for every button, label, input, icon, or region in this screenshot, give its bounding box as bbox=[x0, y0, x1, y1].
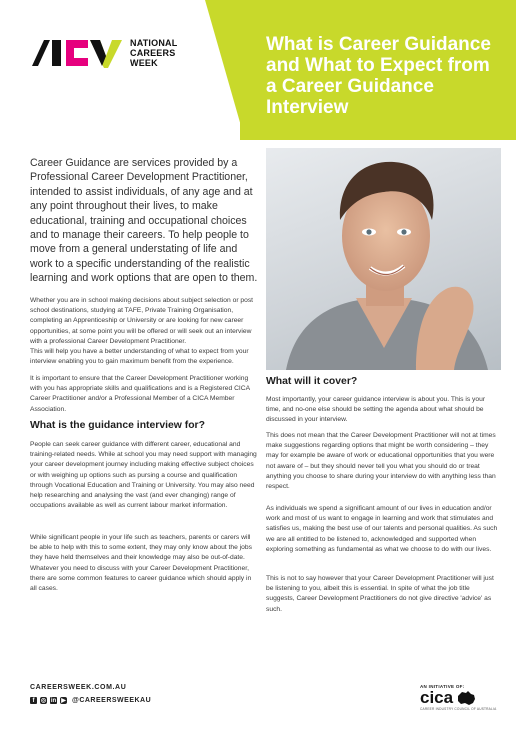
section1-paragraph-1: People can seek career guidance with different career, educational and training-related needs. While at school you may need support with managing your career development journey including making effective subject choices or with weighing up options such as pursing a course and qualification through Vocational Education and Training or University. You may also need help researching and analysing the vast (and ever changing) range of occupations available as well as current labour market information. bbox=[30, 441, 257, 510]
website-link[interactable]: CAREERSWEEK.COM.AU bbox=[30, 684, 127, 691]
linkedin-icon[interactable]: in bbox=[50, 697, 57, 704]
youtube-icon[interactable]: ▶ bbox=[61, 698, 66, 704]
section-heading-guidance: What is the guidance interview for? bbox=[30, 420, 205, 431]
section-heading-cover: What will it cover? bbox=[266, 376, 358, 387]
portrait-photo bbox=[266, 148, 501, 370]
header-white-cut bbox=[0, 0, 240, 140]
logo-text-line2: CAREERS bbox=[130, 48, 176, 58]
social-links bbox=[30, 697, 151, 704]
logo-text-line3: WEEK bbox=[130, 58, 158, 68]
ncw-logo bbox=[32, 36, 177, 70]
cica-brand-text: cica bbox=[420, 688, 454, 707]
social-handle[interactable]: @CAREERSWEEKAU bbox=[72, 697, 152, 704]
instagram-icon[interactable]: ◎ bbox=[40, 698, 47, 704]
australia-map-icon bbox=[456, 690, 476, 706]
section2-paragraph-4: This is not to say however that your Career Development Practitioner will just be listening to you, albeit this is essential. In spite of what the job title suggests, Career Development Practitioners do not give directive 'advice' as such. bbox=[266, 575, 494, 613]
logo-text-line1: NATIONAL bbox=[130, 38, 178, 48]
ncw-logo-mark bbox=[32, 36, 124, 70]
initiative-label: AN INITIATIVE OF: bbox=[420, 684, 465, 689]
left-paragraph-1: Whether you are in school making decisions about subject selection or post school destinations, studying at TAFE, Private Training Organisation, completing an Apprenticeship or University or are looking for new career opportunities, at some point you will be offered or will seek out an interview with a professional Career Development Practitioner. bbox=[30, 297, 254, 345]
cica-brand bbox=[420, 689, 500, 707]
section1-paragraph-2: While significant people in your life such as teachers, parents or carers will be able to help with this to some extent, they may only know about the jobs they have held themselves and their knowledge may also be out-of-date. Whatever you need to discuss with your Career Development Practitioner, there are some common features to career guidance which should apply in all cases. bbox=[30, 534, 252, 593]
facebook-icon[interactable]: f bbox=[30, 697, 37, 704]
left-paragraph-2: This will help you have a better understanding of what to expect from your interview enabling you to gain maximum benefit from the experience. bbox=[30, 348, 249, 366]
left-paragraph-3: It is important to ensure that the Career Development Practitioner working with you has appropriate skills and qualifications and is a Registered CICA Career Practitioner and/or a Professional Member of a CICA Member Association. bbox=[30, 375, 250, 413]
section2-paragraph-3: As individuals we spend a significant amount of our lives in education and/or work and most of us want to engage in learning and work that stimulates and satisfies us, making the best use of our talents and personal qualities. As such we are all entitled to be listened to, acknowledged and supported when exploring something as fundamental as what we choose to do with our lives. bbox=[266, 505, 498, 553]
cica-logo bbox=[420, 684, 500, 711]
initiative-sub: CAREER INDUSTRY COUNCIL OF AUSTRALIA bbox=[420, 707, 497, 711]
intro-paragraph: Career Guidance are services provided by a Professional Career Development Practitioner, intended to assist individuals, of any age and at any point throughout their lives, to make educational, training and occupational choices and to manage their careers. To help people to move from a general understating of life and work to a specific understanding of the realistic learning and work options that are open to them. bbox=[30, 157, 258, 285]
page-title: What is Career Guidance and What to Expect from a Career Guidance Interview bbox=[266, 34, 491, 118]
ncw-logo-text bbox=[130, 38, 177, 68]
section2-paragraph-2: This does not mean that the Career Development Practitioner will not at times make suggestions regarding options that might be worth considering – they may for example be aware of work or educational opportunities that you were not aware of – but they should never tell you what you should do or treat anything you choose to share during your interview do with anything less than respect. bbox=[266, 432, 496, 491]
portrait-illustration bbox=[266, 148, 501, 370]
section2-paragraph-1: Most importantly, your career guidance interview is about you. This is your time, and no-one else should be setting the agenda about what should be discussed in your interview. bbox=[266, 396, 486, 424]
